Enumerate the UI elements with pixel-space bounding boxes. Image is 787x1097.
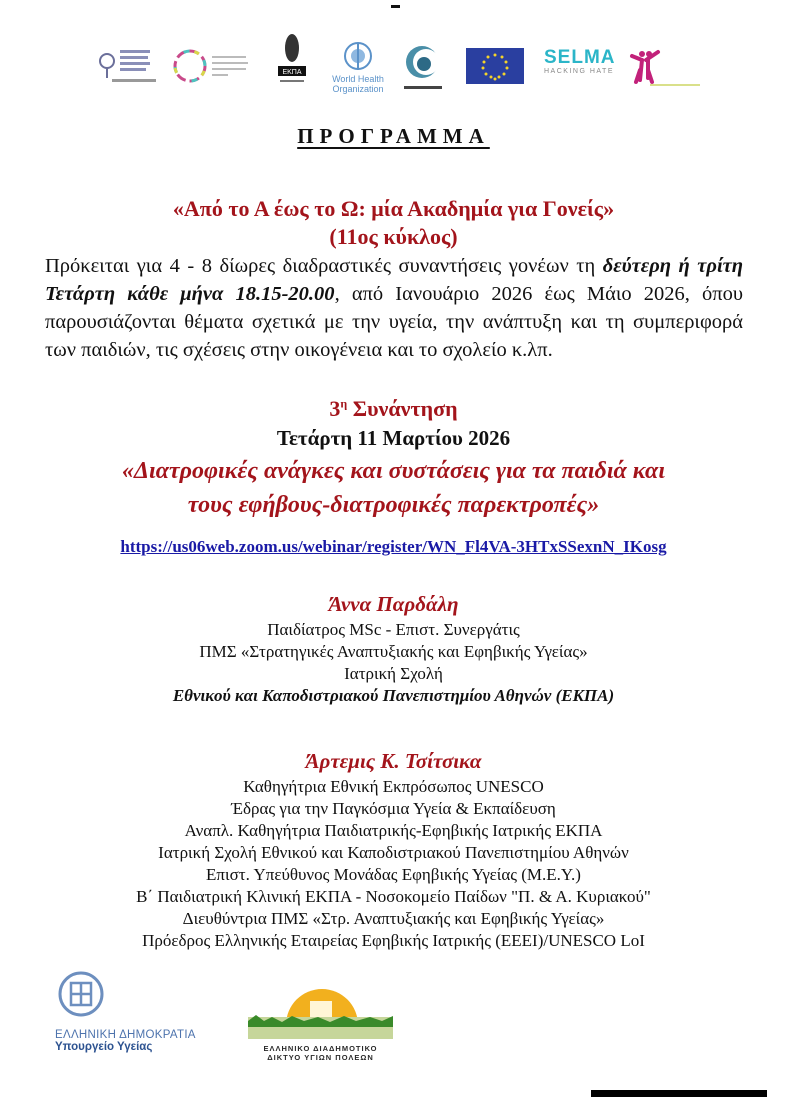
- speaker-line: Ιατρική Σχολή: [344, 664, 443, 683]
- registration-link-row: [0, 537, 787, 557]
- sun-city-skyline-icon: [248, 975, 393, 1039]
- meeting-date: Τετάρτη 11 Μαρτίου 2026: [276, 426, 511, 450]
- svg-text:Organization: Organization: [332, 84, 384, 94]
- speaker-line: ΠΜΣ «Στρατηγικές Αναπτυξιακής και Εφηβικής Υγείας»: [199, 642, 588, 661]
- network-line-1: ΕΛΛΗΝΙΚΟ ΔΙΑΔΗΜΟΤΙΚΟ: [263, 1044, 378, 1053]
- iaah-logo: [402, 42, 446, 98]
- ekpa-logo: [273, 30, 311, 92]
- who-emblem-icon: [330, 40, 392, 96]
- ministry-line-2: Υπουργείο Υγείας: [55, 1041, 153, 1053]
- selma-tagline: HACKING HATE: [544, 68, 614, 75]
- topic-line-1: «Διατροφικές ανάγκες και συστάσεις για τα παιδιά και: [122, 458, 665, 484]
- selma-wordmark: SELMA: [544, 47, 616, 68]
- society-emblem-icon: [98, 44, 166, 88]
- speaker-line: Β΄ Παιδιατρική Κλινική ΕΚΠΑ - Νοσοκομείο Παίδων "Π. & Α. Κυριακού": [136, 887, 651, 906]
- selma-logo: [544, 48, 614, 88]
- svg-text:ΕΚΠΑ: ΕΚΠΑ: [282, 69, 302, 76]
- greek-adolescent-medicine-society-logo: [98, 44, 166, 88]
- speaker-1: [0, 592, 787, 707]
- postgraduate-program-logo: [170, 44, 254, 88]
- meeting-heading: [0, 396, 787, 422]
- speaker-line: Καθηγήτρια Εθνική Εκπρόσωπος UNESCO: [243, 777, 544, 796]
- youth-figures-logo: [618, 42, 708, 92]
- page-title: ΠΡΟΓΡΑΜΜΑ: [297, 124, 490, 148]
- partner-logos: [90, 28, 710, 100]
- svg-text:World Health: World Health: [332, 74, 384, 84]
- ministry-of-health-logo: [55, 970, 215, 1053]
- meeting-number: 3: [329, 396, 341, 421]
- speaker-line: Επιστ. Υπεύθυνος Μονάδας Εφηβικής Υγείας (Μ.Ε.Υ.): [206, 865, 581, 884]
- greek-coat-of-arms-icon: [57, 970, 107, 1018]
- colour-ring-icon: [170, 44, 254, 88]
- academy-title: «Από το Α έως το Ω: μία Ακαδημία για Γονείς»: [172, 196, 615, 221]
- speaker-affiliation: Εθνικού και Καποδιστριακού Πανεπιστημίου Αθηνών (ΕΚΠΑ): [172, 686, 615, 705]
- iaah-crescent-icon: [402, 42, 446, 98]
- top-dash-mark: [391, 5, 400, 8]
- speaker-line: Ιατρική Σχολή Εθνικού και Καποδιστριακού Πανεπιστημίου Αθηνών: [158, 843, 629, 862]
- eu-flag-logo: [466, 48, 524, 84]
- cycle-label: (11ος κύκλος): [329, 224, 458, 249]
- network-line-2: ΔΙΚΤΥΟ ΥΓΙΩΝ ΠΟΛΕΩΝ: [267, 1053, 374, 1062]
- meeting-label: Συνάντηση: [347, 396, 458, 421]
- speaker-line: Παιδίατρος MSc - Επιστ. Συνεργάτις: [267, 620, 520, 639]
- speaker-line: Αναπλ. Καθηγήτρια Παιδιατρικής-Εφηβικής Ιατρικής ΕΚΠΑ: [184, 821, 603, 840]
- ministry-line-1: ΕΛΛΗΝΙΚΗ ΔΗΜΟΚΡΑΤΙΑ: [55, 1029, 196, 1041]
- healthy-cities-network-logo: [248, 975, 393, 1060]
- intro-paragraph: [45, 252, 743, 364]
- speaker-line: Διευθύντρια ΠΜΣ «Στρ. Αναπτυξιακής και Εφηβικής Υγείας»: [182, 909, 605, 928]
- speaker-line: Έδρας για την Παγκόσμια Υγεία & Εκπαίδευση: [231, 799, 556, 818]
- intro-schedule: δεύτερη ή τρίτη Τετάρτη κάθε μήνα 18.15-20.00: [45, 255, 743, 305]
- eu-stars-icon: [466, 48, 524, 84]
- topic-line-2: τους εφήβους-διατροφικές παρεκτροπές»: [187, 492, 600, 518]
- bottom-black-bar: [591, 1090, 767, 1097]
- speaker-name: Άννα Παρδάλη: [328, 592, 459, 616]
- speaker-2: [0, 749, 787, 952]
- dancing-figures-icon: [618, 42, 708, 92]
- intro-text-1: Πρόκειται για 4 - 8 δίωρες διαδραστικές συναντήσεις γονέων τη: [45, 255, 603, 277]
- registration-link[interactable]: https://us06web.zoom.us/webinar/register/WN_Fl4VA-3HTxSSexnN_IKosg: [120, 537, 667, 556]
- ekpa-head-icon: [273, 30, 311, 92]
- speaker-name: Άρτεμις Κ. Τσίτσικα: [305, 749, 482, 773]
- meeting-superscript: η: [340, 396, 348, 411]
- speaker-line: Πρόεδρος Ελληνικής Εταιρείας Εφηβικής Ιατρικής (ΕΕΕΙ)/UNESCO LoI: [142, 931, 645, 950]
- who-logo: [330, 40, 392, 96]
- intro-text-2: , από Ιανουάριο 2026 έως Μάιο 2026, όπου παρουσιάζονται θέματα σχετικά με την υγεία, την ανάπτυξη και τη συμπεριφορά των παιδιών, τις σχέσεις στην οικογένεια και το σχολείο κ.λπ.: [45, 283, 743, 361]
